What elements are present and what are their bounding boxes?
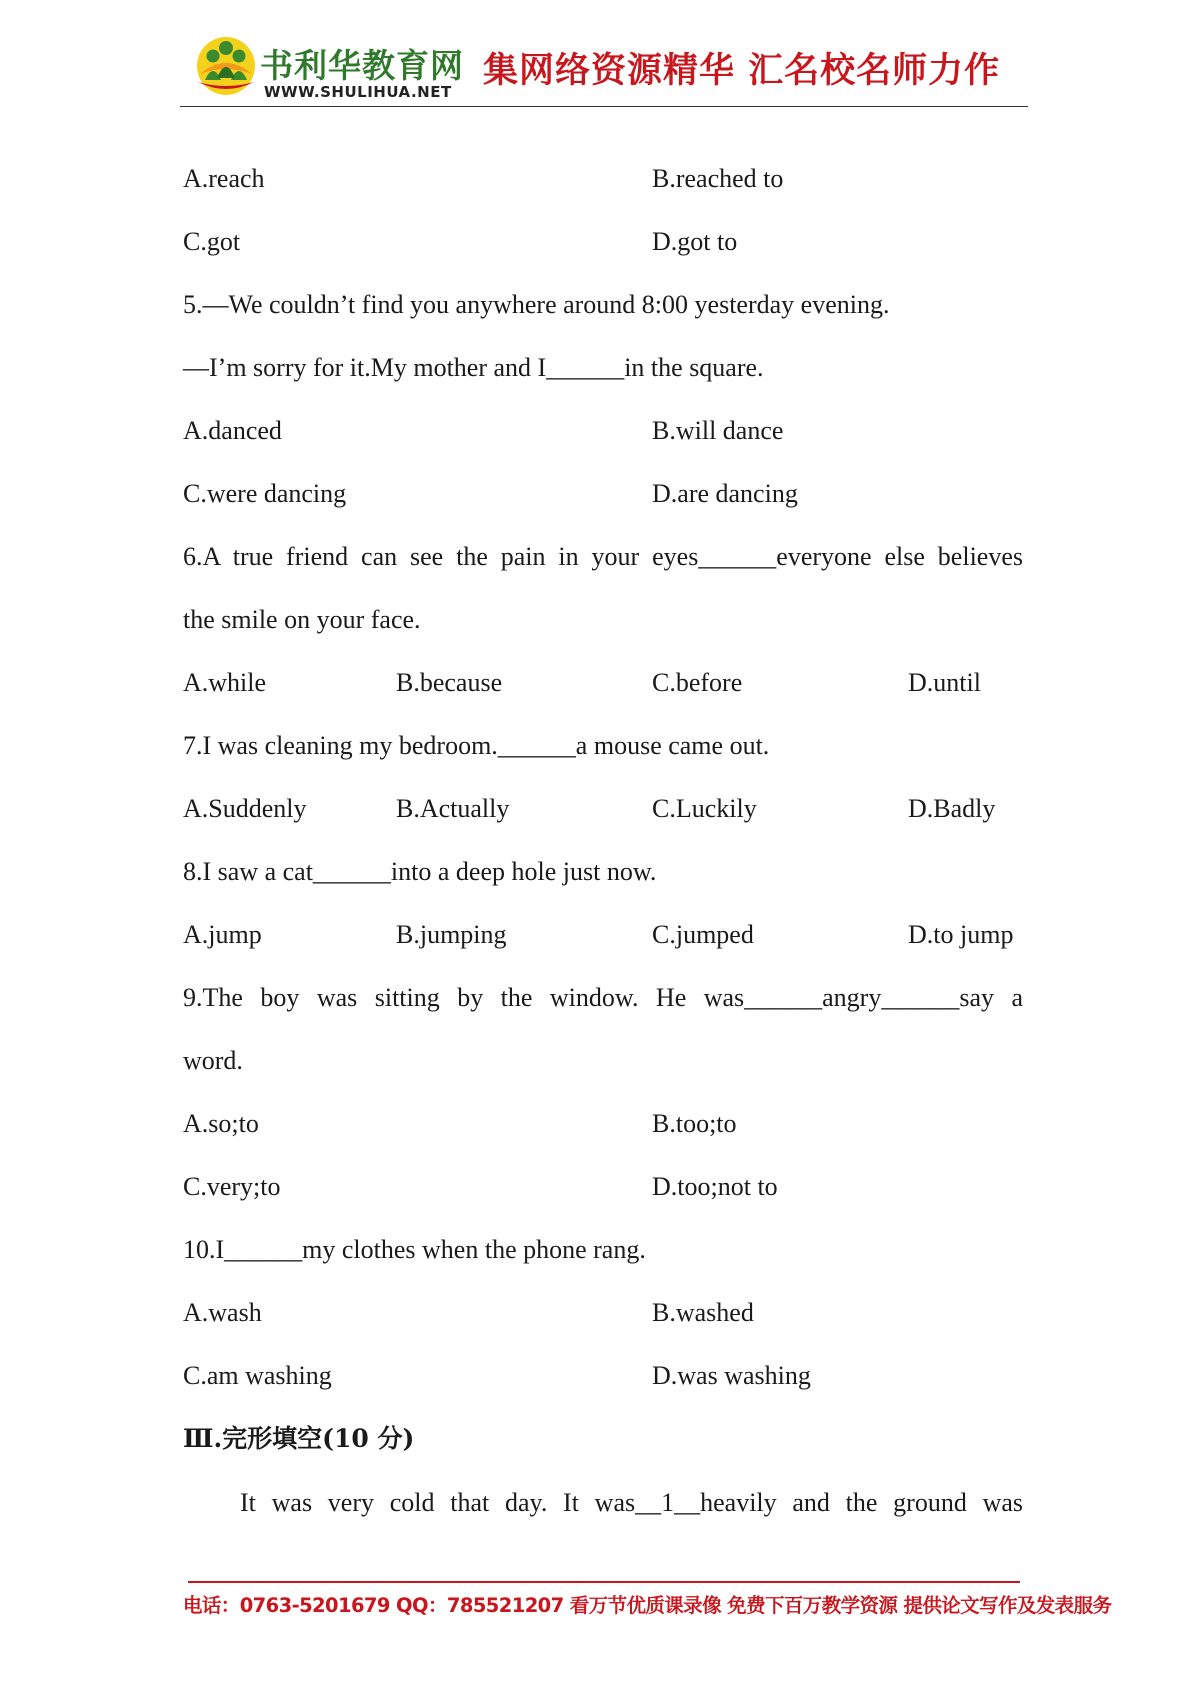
shulihua-logo-icon: [194, 34, 258, 96]
q6-option-d: D.until: [908, 668, 981, 697]
cloze-passage: It was very cold that day. It was__1__heavily and the ground was: [240, 1488, 1023, 1517]
footer-divider: [188, 1581, 1020, 1583]
q9-option-b: B.too;to: [652, 1109, 737, 1138]
q7-option-d: D.Badly: [908, 794, 996, 823]
brand-url: WWW.SHULIHUA.NET: [264, 83, 452, 101]
q8-option-a: A.jump: [183, 920, 262, 949]
q9-option-c: C.very;to: [183, 1172, 281, 1201]
q6-option-b: B.because: [396, 668, 503, 697]
q5-stem: 5.—We couldn’t find you anywhere around 8:00 yesterday evening.: [183, 290, 890, 319]
q10-option-c: C.am washing: [183, 1361, 332, 1390]
q10-option-a: A.wash: [183, 1298, 262, 1327]
q8-option-b: B.jumping: [396, 920, 507, 949]
header-divider: [180, 106, 1028, 107]
q4-option-d: D.got to: [652, 227, 738, 256]
q4-option-c: C.got: [183, 227, 241, 256]
q8-stem: 8.I saw a cat______into a deep hole just now.: [183, 857, 657, 886]
q6-stem-line1: 6.A true friend can see the pain in your eyes______everyone else believes: [183, 542, 1023, 571]
q7-option-b: B.Actually: [396, 794, 510, 823]
q8-option-c: C.jumped: [652, 920, 754, 949]
q5-reply: —I’m sorry for it.My mother and I______in the square.: [183, 353, 764, 382]
q7-stem: 7.I was cleaning my bedroom.______a mouse came out.: [183, 731, 770, 760]
q10-stem: 10.I______my clothes when the phone rang.: [183, 1235, 646, 1264]
section-heading: Ⅲ.完形填空(10 分): [183, 1424, 415, 1453]
page-header: [180, 28, 1028, 106]
q8-option-d: D.to jump: [908, 920, 1014, 949]
q5-option-d: D.are dancing: [652, 479, 798, 508]
q7-option-c: C.Luckily: [652, 794, 757, 823]
q9-option-d: D.too;not to: [652, 1172, 778, 1201]
q9-stem-line1: 9.The boy was sitting by the window. He was______angry______say a: [183, 983, 1023, 1012]
q10-option-b: B.washed: [652, 1298, 754, 1327]
q4-option-b: B.reached to: [652, 164, 784, 193]
q6-option-a: A.while: [183, 668, 267, 697]
q6-option-c: C.before: [652, 668, 743, 697]
q10-option-d: D.was washing: [652, 1361, 811, 1390]
brand-name: 书利华教育网: [260, 46, 464, 85]
q5-option-c: C.were dancing: [183, 479, 347, 508]
q6-stem-line2: the smile on your face.: [183, 605, 421, 634]
header-slogan: 集网络资源精华 汇名校名师力作: [483, 51, 1001, 91]
footer-contact: 电话：0763-5201679 QQ：785521207 看万节优质课录像 免费下百万教学资源 提供论文写作及发表服务: [183, 1594, 1112, 1617]
q5-option-a: A.danced: [183, 416, 282, 445]
q9-option-a: A.so;to: [183, 1109, 259, 1138]
q7-option-a: A.Suddenly: [183, 794, 307, 823]
q4-option-a: A.reach: [183, 164, 265, 193]
q9-stem-line2: word.: [183, 1046, 243, 1075]
q5-option-b: B.will dance: [652, 416, 784, 445]
